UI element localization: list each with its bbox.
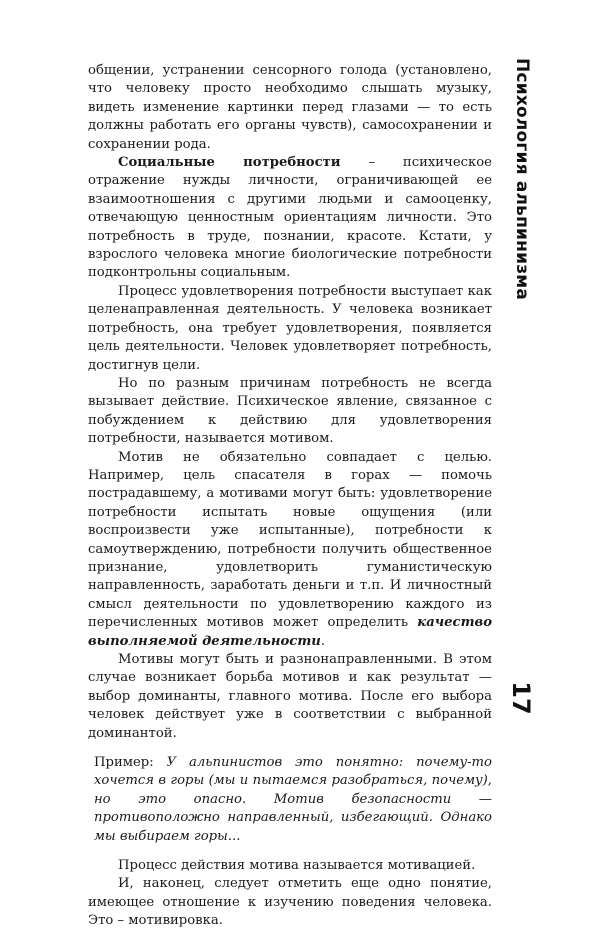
paragraph-goal-activity: Процесс удовлетворения потребности выступает как целенаправленная деятельность. У человека возникает потребность, она требует удовлетворения, появляется цель деятельности. Человек удовлетворяет потребность, достигнув цели. (88, 283, 492, 373)
paragraph-motive-goal (88, 449, 492, 651)
paragraph-social-needs (88, 154, 492, 283)
body-text (88, 62, 492, 931)
paragraph-motive-definition: Но по разным причинам потребность не всегда вызывает действие. Психическое явление, связанное с побуждением к действию для удовлетворения потребности, называется мотивом. (88, 375, 492, 447)
motive-goal-end: . (320, 633, 326, 649)
page-number (506, 676, 536, 720)
emphasis-activity-quality: качество выполняемой деятельности (88, 615, 492, 649)
term-social-needs: Социальные потребности (118, 155, 341, 171)
example-paragraph (94, 754, 492, 846)
social-needs-definition: – психическое отражение нужды личности, ограничивающей ее взаимоотношения с другими людьми и самооценку, отвечающую ценностным ориентациям личности. Это потребность в труде, познании, красоте. Кстати, у взрослого человека многие биологические потребности подконтрольны социальным. (88, 155, 492, 281)
motive-goal-text: Мотив не обязательно совпадает с целью. Например, цель спасателя в горах — помочь пострадавшему, а мотивами могут быть: удовлетворение потребности испытать новые ощущения (или воспроизвести уже испытанные), потребности к самоутверждению, потребности получить общественное признание, удовлетворить гуманистическую направленность, заработать деньги и т.п. И личностный смысл деятельности по удовлетворению каждого из перечисленных мотивов может определить (88, 449, 492, 631)
paragraph-continuation: общении, устранении сенсорного голода (установлено, что человеку просто необходимо слышать музыку, видеть изменение картинки перед глазами — то есть должны работать его органы чувств), самосохранении и сохранении рода. (88, 63, 492, 152)
paragraph-motivation: Процесс действия мотива называется мотивацией. (118, 858, 476, 874)
example-label: Пример: (94, 755, 167, 771)
running-title (510, 58, 534, 378)
page-number-text: 17 (507, 681, 535, 715)
example-text: У альпинистов это понятно: почему-то хочется в горы (мы и пытаемся разобраться, почему), но это опасно. Мотив безопасности — противоположно направленный, избегающий. Однако мы выбираем горы... (94, 755, 492, 844)
example-block (94, 754, 492, 846)
running-title-text: Психология альпинизма (512, 58, 532, 301)
paragraph-motive-struggle: Мотивы могут быть и разнонаправленными. В этом случае возникает борьба мотивов и как результат — выбор доминанты, главного мотива. После его выбора человек действует уже в соответствии с выбранной доминантой. (88, 652, 492, 741)
paragraph-motivirovka: И, наконец, следует отметить еще одно понятие, имеющее отношение к изучению поведения человека. Это – мотивировка. (88, 876, 492, 929)
